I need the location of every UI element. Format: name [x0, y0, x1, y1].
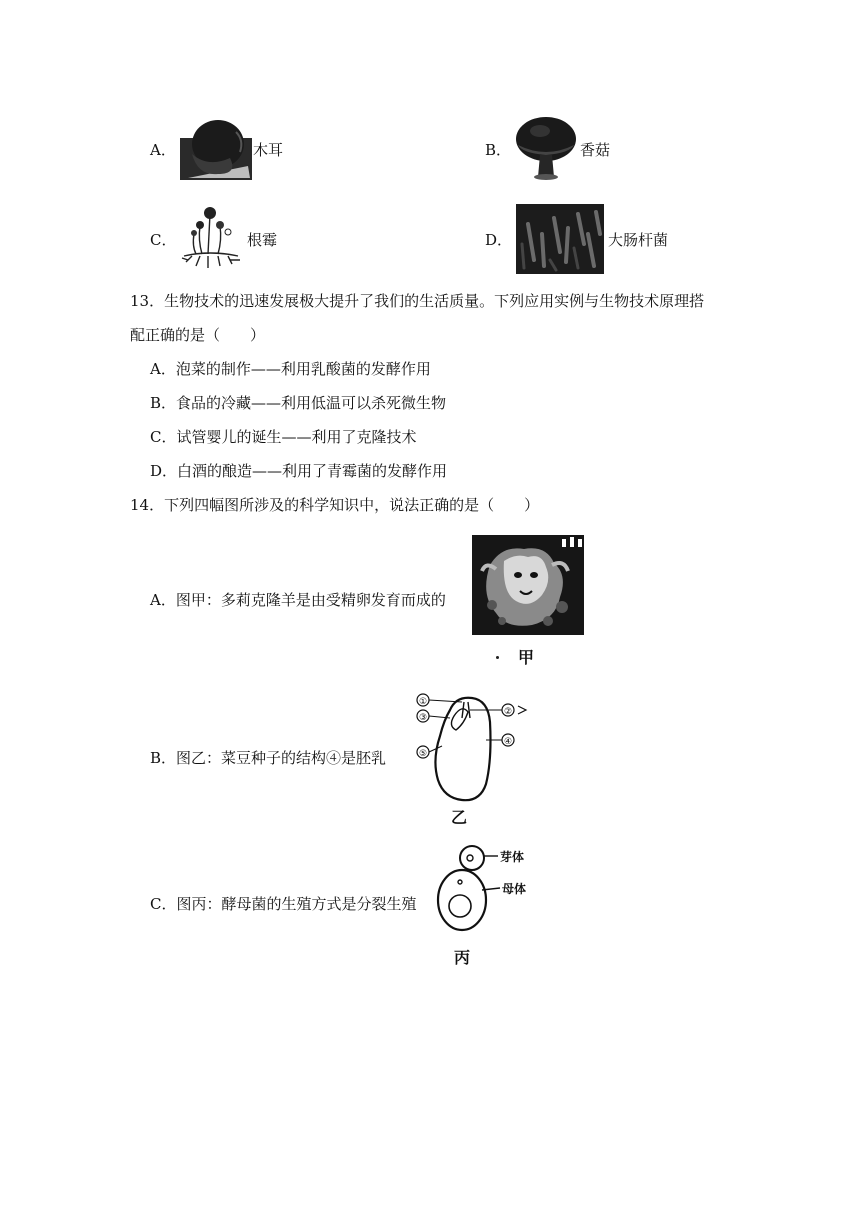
scan-speck: [496, 656, 499, 659]
q12-option-b-label: 香菇: [580, 141, 611, 159]
e-coli-micrograph-icon: [516, 204, 604, 274]
wood-ear-fungus-photo-icon: [178, 118, 254, 182]
q13-option-a: A．泡菜的制作——利用乳酸菌的发酵作用: [150, 360, 431, 378]
q14-option-a: A．图甲：多莉克隆羊是由受精卵发育而成的: [150, 591, 446, 609]
q12-option-d-letter: D．: [485, 231, 513, 249]
q12-option-c-label: 根霉: [247, 231, 278, 249]
figure-label-bing: 丙: [454, 948, 471, 967]
q13-stem-line1: 13．生物技术的迅速发展极大提升了我们的生活质量。下列应用实例与生物技术原理搭: [130, 292, 705, 310]
q13-option-b: B．食品的冷藏——利用低温可以杀死微生物: [150, 394, 447, 412]
q13-stem-line2: 配正确的是（ ）: [130, 326, 266, 344]
figure-label-yi: 乙: [451, 808, 468, 827]
yeast-budding-diagram-icon: [436, 842, 536, 932]
yeast-bud-label: 芽体: [500, 850, 525, 864]
q13-option-d: D．白酒的酿造——利用了青霉菌的发酵作用: [150, 462, 448, 480]
q14-stem: 14．下列四幅图所涉及的科学知识中，说法正确的是（ ）: [130, 496, 540, 514]
q12-option-a-letter: A．: [150, 141, 176, 159]
rhizopus-mold-drawing-icon: [180, 204, 242, 270]
q12-option-d-label: 大肠杆菌: [608, 231, 669, 249]
q12-option-a-label: 木耳: [253, 141, 284, 159]
q14-option-c: C．图丙：酵母菌的生殖方式是分裂生殖: [150, 895, 417, 913]
seed-label-2: ②: [503, 707, 513, 717]
dolly-sheep-photo-icon: [472, 535, 584, 635]
bean-seed-diagram-icon: [410, 690, 540, 810]
seed-label-3: ③: [418, 713, 428, 723]
q12-option-c-letter: C．: [150, 231, 177, 249]
seed-label-5: ⑤: [418, 749, 428, 759]
q12-option-b-letter: B．: [485, 141, 512, 159]
seed-label-4: ④: [503, 737, 513, 747]
shiitake-mushroom-photo-icon: [514, 115, 578, 181]
figure-label-jia: 甲: [518, 648, 535, 667]
q13-option-c: C．试管婴儿的诞生——利用了克隆技术: [150, 428, 417, 446]
seed-label-1: ①: [418, 697, 428, 707]
yeast-mother-label: 母体: [502, 882, 527, 896]
q14-option-b: B．图乙：菜豆种子的结构④是胚乳: [150, 749, 387, 767]
